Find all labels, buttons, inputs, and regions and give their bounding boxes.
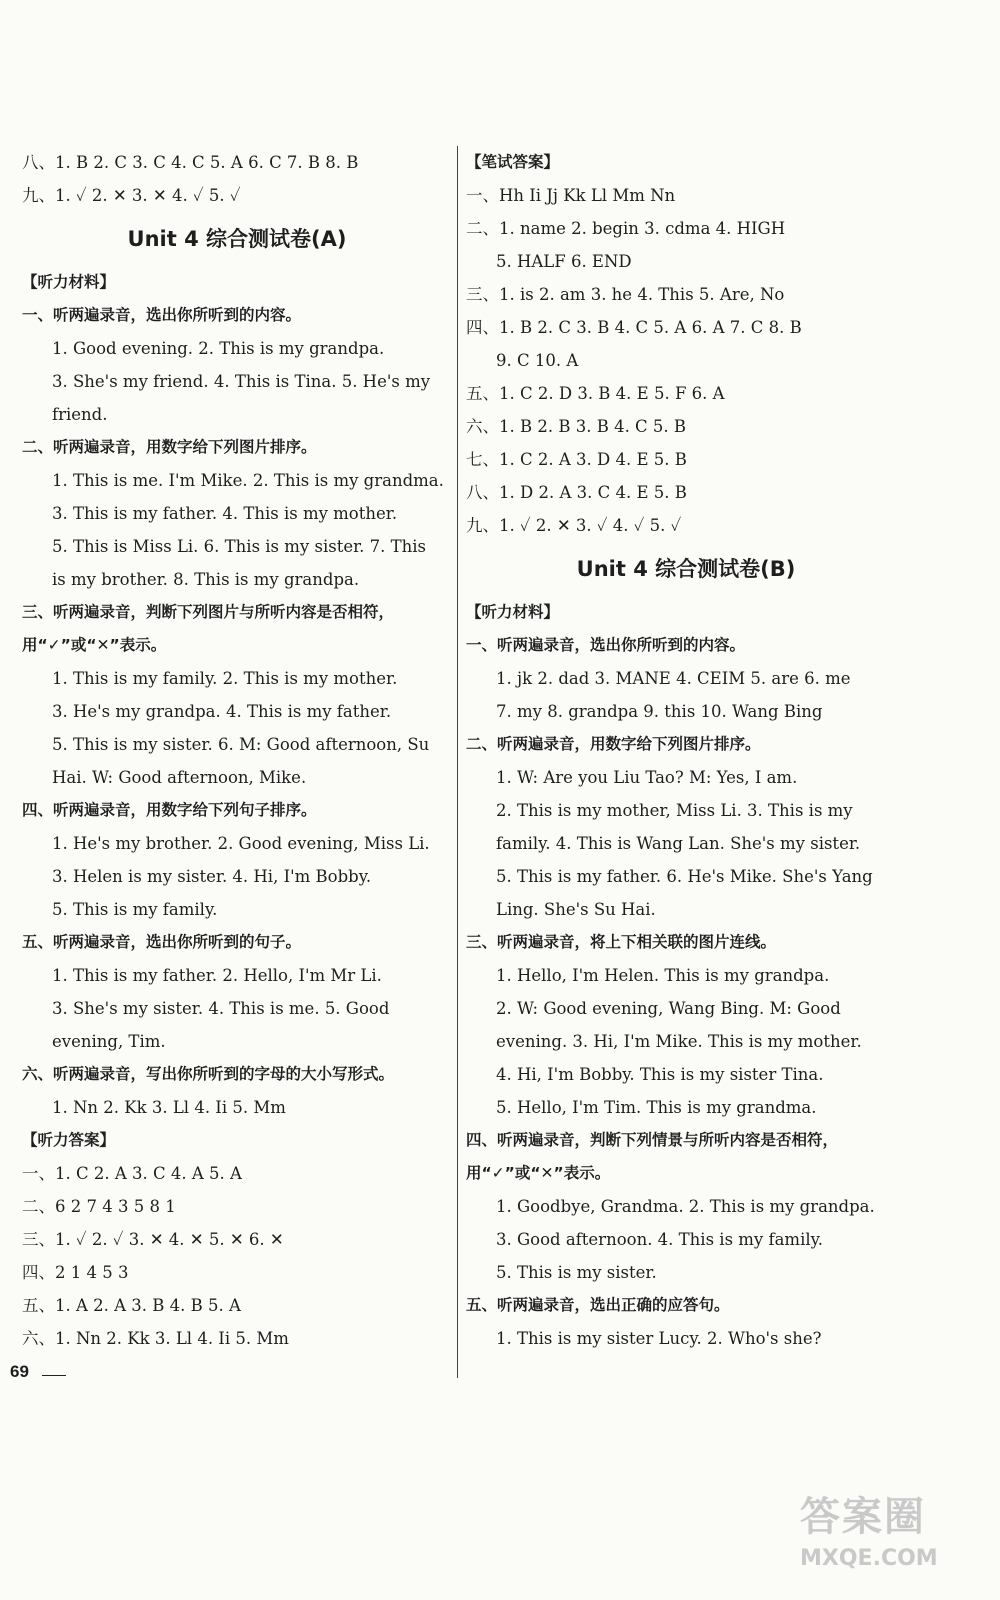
content-line: evening, Tim. <box>52 1032 166 1051</box>
content-line: 1. Good evening. 2. This is my grandpa. <box>52 339 385 358</box>
content-line: friend. <box>52 405 108 424</box>
page-number: 69 <box>10 1362 29 1381</box>
page-number-rule <box>42 1375 66 1376</box>
watermark-url: MXQE.COM <box>800 1546 938 1571</box>
section-title: Unit 4 综合测试卷(B) <box>576 557 796 581</box>
answer-line: 三、1. ✓ 2. ✓ 3. ✕ 4. ✕ 5. ✕ 6. ✕ <box>22 1230 284 1249</box>
content-line: family. 4. This is Wang Lan. She's my sister. <box>496 834 861 853</box>
content-line: 3. Helen is my sister. 4. Hi, I'm Bobby. <box>52 867 372 886</box>
section-heading: 五、听两遍录音，选出正确的应答句。 <box>466 1296 730 1314</box>
content-line: 3. Good afternoon. 4. This is my family. <box>496 1230 824 1249</box>
section-heading: 用“✓”或“✕”表示。 <box>466 1164 611 1182</box>
answer-line: 九、1. ✓ 2. ✕ 3. ✓ 4. ✓ 5. ✓ <box>466 516 682 535</box>
answer-line: 四、1. B 2. C 3. B 4. C 5. A 6. A 7. C 8. B <box>466 318 802 337</box>
right-column <box>466 146 906 1355</box>
answer-line: 九、1. ✓ 2. ✕ 3. ✕ 4. ✓ 5. ✓ <box>22 186 241 205</box>
section-heading: 五、听两遍录音，选出你所听到的句子。 <box>22 933 302 951</box>
section-heading: 三、听两遍录音，将上下相关联的图片连线。 <box>466 933 777 951</box>
section-heading: 【笔试答案】 <box>466 153 560 171</box>
answer-line: 八、1. B 2. C 3. C 4. C 5. A 6. C 7. B 8. B <box>22 153 359 172</box>
section-heading: 一、听两遍录音，选出你所听到的内容。 <box>466 636 746 654</box>
content-line: 9. C 10. A <box>496 351 579 370</box>
section-heading: 六、听两遍录音，写出你所听到的字母的大小写形式。 <box>22 1065 395 1083</box>
answer-line: 三、1. is 2. am 3. he 4. This 5. Are, No <box>466 285 785 304</box>
answer-line: 五、1. C 2. D 3. B 4. E 5. F 6. A <box>466 384 725 403</box>
column-divider <box>457 146 458 1378</box>
section-heading: 【听力答案】 <box>22 1131 116 1149</box>
content-line: 1. He's my brother. 2. Good evening, Miss Li. <box>52 834 430 853</box>
section-title: Unit 4 综合测试卷(A) <box>127 227 347 251</box>
content-line: Ling. She's Su Hai. <box>496 900 656 919</box>
answer-line: 七、1. C 2. A 3. D 4. E 5. B <box>466 450 687 469</box>
answer-line: 二、1. name 2. begin 3. cdma 4. HIGH <box>466 219 786 238</box>
content-line: 3. She's my sister. 4. This is me. 5. Good <box>52 999 390 1018</box>
section-heading: 四、听两遍录音，判断下列情景与所听内容是否相符， <box>466 1131 839 1149</box>
content-line: 1. Nn 2. Kk 3. Ll 4. Ii 5. Mm <box>52 1098 286 1117</box>
content-line: 1. This is my family. 2. This is my mother. <box>52 669 398 688</box>
answer-line: 六、1. B 2. B 3. B 4. C 5. B <box>466 417 687 436</box>
content-line: 5. This is Miss Li. 6. This is my sister. 7. This <box>52 537 427 556</box>
section-heading: 【听力材料】 <box>22 273 116 291</box>
content-line: is my brother. 8. This is my grandpa. <box>52 570 360 589</box>
content-line: 5. HALF 6. END <box>496 252 632 271</box>
left-column <box>22 146 452 1355</box>
section-heading: 二、听两遍录音，用数字给下列图片排序。 <box>466 735 761 753</box>
section-heading: 三、听两遍录音，判断下列图片与所听内容是否相符， <box>22 603 395 621</box>
content-line: 1. jk 2. dad 3. MANE 4. CEIM 5. are 6. me <box>496 669 851 688</box>
content-line: 1. This is my father. 2. Hello, I'm Mr Li. <box>52 966 382 985</box>
answer-line: 八、1. D 2. A 3. C 4. E 5. B <box>466 483 687 502</box>
content-line: 5. This is my sister. 6. M: Good afternoon, Su <box>52 735 430 754</box>
content-line: 1. This is me. I'm Mike. 2. This is my grandma. <box>52 471 444 490</box>
content-line: 5. Hello, I'm Tim. This is my grandma. <box>496 1098 817 1117</box>
content-line: 5. This is my sister. <box>496 1263 657 1282</box>
section-heading: 一、听两遍录音，选出你所听到的内容。 <box>22 306 302 324</box>
answer-line: 二、6 2 7 4 3 5 8 1 <box>22 1197 176 1216</box>
answer-line: 五、1. A 2. A 3. B 4. B 5. A <box>22 1296 241 1315</box>
content-line: 3. This is my father. 4. This is my mother. <box>52 504 398 523</box>
section-heading: 四、听两遍录音，用数字给下列句子排序。 <box>22 801 317 819</box>
content-line: evening. 3. Hi, I'm Mike. This is my mother. <box>496 1032 862 1051</box>
content-line: Hai. W: Good afternoon, Mike. <box>52 768 307 787</box>
content-line: 1. Goodbye, Grandma. 2. This is my grandpa. <box>496 1197 875 1216</box>
content-line: 4. Hi, I'm Bobby. This is my sister Tina. <box>496 1065 824 1084</box>
content-line: 5. This is my father. 6. He's Mike. She's Yang <box>496 867 873 886</box>
content-line: 3. She's my friend. 4. This is Tina. 5. He's my <box>52 372 431 391</box>
answer-line: 一、Hh Ii Jj Kk Ll Mm Nn <box>466 186 676 205</box>
content-line: 1. W: Are you Liu Tao? M: Yes, I am. <box>496 768 798 787</box>
content-line: 1. Hello, I'm Helen. This is my grandpa. <box>496 966 830 985</box>
watermark-logo <box>800 1485 985 1590</box>
content-line: 2. W: Good evening, Wang Bing. M: Good <box>496 999 841 1018</box>
section-heading: 用“✓”或“✕”表示。 <box>22 636 167 654</box>
content-line: 2. This is my mother, Miss Li. 3. This is my <box>496 801 853 820</box>
section-heading: 二、听两遍录音，用数字给下列图片排序。 <box>22 438 317 456</box>
answer-line: 一、1. C 2. A 3. C 4. A 5. A <box>22 1164 242 1183</box>
content-line: 1. This is my sister Lucy. 2. Who's she? <box>496 1329 822 1348</box>
watermark-text: 答案圈 <box>800 1494 926 1540</box>
answer-line: 四、2 1 4 5 3 <box>22 1263 129 1282</box>
content-line: 5. This is my family. <box>52 900 218 919</box>
answer-line: 六、1. Nn 2. Kk 3. Ll 4. Ii 5. Mm <box>22 1329 289 1348</box>
content-line: 3. He's my grandpa. 4. This is my father. <box>52 702 392 721</box>
content-line: 7. my 8. grandpa 9. this 10. Wang Bing <box>496 702 823 721</box>
section-heading: 【听力材料】 <box>466 603 560 621</box>
